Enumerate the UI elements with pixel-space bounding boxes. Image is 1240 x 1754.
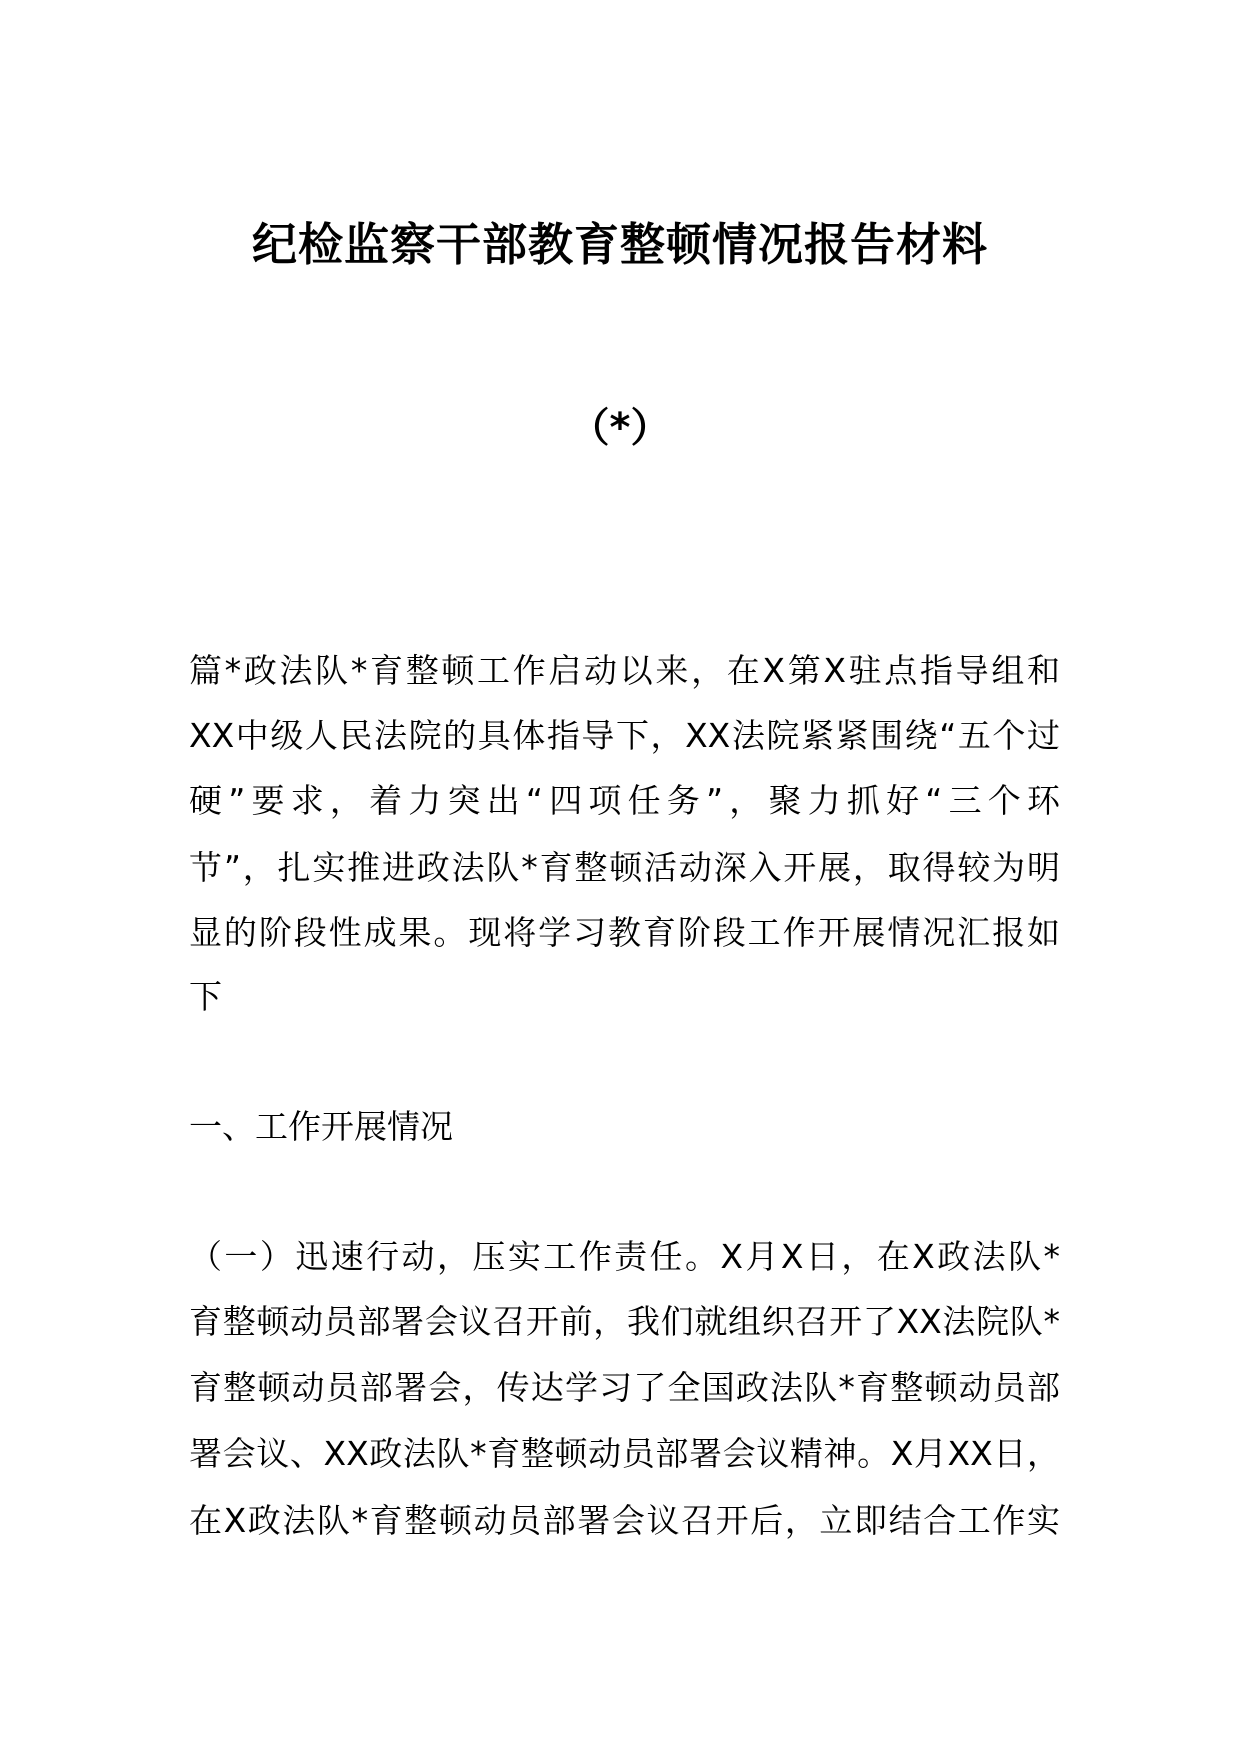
paragraph-line: （一）迅速行动，压实工作责任。X月X日，在X政法队* <box>189 1237 1060 1276</box>
paragraph-line: 节”，扎实推进政法队*育整顿活动深入开展，取得较为明 <box>189 848 1060 887</box>
document-title: 纪检监察干部教育整顿情况报告材料 <box>251 218 988 271</box>
paragraph-line: 篇*政法队*育整顿工作启动以来，在X第X驻点指导组和 <box>189 651 1060 690</box>
paragraph-line: 育整顿动员部署会议召开前，我们就组织召开了XX法院队* <box>189 1302 1060 1341</box>
paragraph-line: 下 <box>189 977 222 1016</box>
paragraph-line: 硬”要求，着力突出“四项任务”，聚力抓好“三个环 <box>189 781 1060 820</box>
paragraph-line: 署会议、XX政法队*育整顿动员部署会议精神。X月XX日， <box>189 1434 1060 1473</box>
paragraph-line: 育整顿动员部署会，传达学习了全国政法队*育整顿动员部 <box>189 1368 1060 1407</box>
document-subtitle: （*） <box>569 405 671 451</box>
paragraph-line: XX中级人民法院的具体指导下，XX法院紧紧围绕“五个过 <box>189 716 1060 755</box>
paragraph-line: 显的阶段性成果。现将学习教育阶段工作开展情况汇报如 <box>189 913 1060 952</box>
paragraph-line: 在X政法队*育整顿动员部署会议召开后，立即结合工作实 <box>189 1501 1060 1540</box>
section-heading: 一、工作开展情况 <box>189 1107 453 1146</box>
